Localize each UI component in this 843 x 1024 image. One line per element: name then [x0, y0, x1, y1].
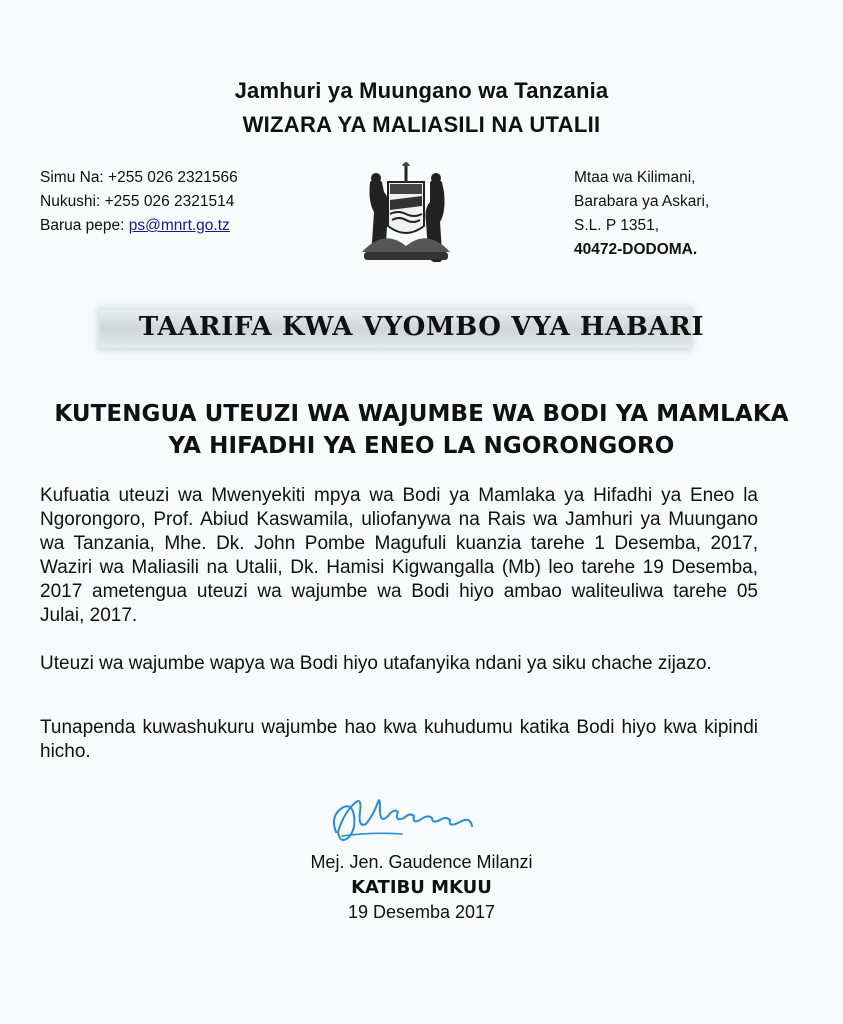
- phone-line: Simu Na: +255 026 2321566: [40, 169, 238, 186]
- republic-heading: Jamhuri ya Muungano wa Tanzania: [234, 78, 609, 103]
- email-line: [40, 214, 238, 238]
- city-line: 40472-DODOMA.: [574, 241, 698, 258]
- signatory-role: KATIBU MKUU: [351, 877, 492, 898]
- signature-date: 19 Desemba 2017: [347, 902, 496, 922]
- body-paragraph-1: Kufuatia uteuzi wa Mwenyekiti mpya wa Bodi ya Mamlaka ya Hifadhi ya Eneo la Ngorongoro, Prof. Abiud Kaswamila, uliofanywa na Rais wa Jamhuri ya Muungano wa Tanzania, Mhe. Dk. John Pombe Magufuli kuanzia tarehe 1 Desemba, 2017, Waziri wa Maliasili na Utalii, Dk. Hamisi Kigwangalla (Mb) leo tarehe 19 Desemba, 2017 ametengua uteuzi wa wajumbe wa Bodi hiyo ambao waliteuliwa tarehe 05 Julai, 2017.: [40, 485, 758, 626]
- road-line: Barabara ya Askari,: [574, 193, 710, 210]
- ministry-heading: WIZARA YA MALIASILI NA UTALII: [242, 112, 601, 137]
- body-paragraph-3: Tunapenda kuwashukuru wajumbe hao kwa kuhudumu katika Bodi hiyo kwa kipindi hicho.: [40, 717, 758, 762]
- street-line: Mtaa wa Kilimani,: [574, 169, 696, 186]
- document-title: [20, 398, 823, 462]
- contact-block-right: [574, 166, 709, 262]
- title-line-1: KUTENGUA UTEUZI WA WAJUMBE WA BODI YA MAMLAKA: [54, 401, 789, 427]
- email-link[interactable]: ps@mnrt.go.tz: [128, 217, 230, 234]
- title-line-2: YA HIFADHI YA ENEO LA NGORONGORO: [168, 433, 675, 459]
- contact-block-left: [40, 166, 238, 238]
- po-box-line: S.L. P 1351,: [574, 217, 660, 234]
- signatory-name: Mej. Jen. Gaudence Milanzi: [310, 852, 533, 872]
- email-label: Barua pepe:: [40, 217, 129, 234]
- fax-line: Nukushi: +255 026 2321514: [40, 193, 235, 210]
- body-paragraph-2: Uteuzi wa wajumbe wapya wa Bodi hiyo utafanyika ndani ya siku chache zijazo.: [40, 653, 712, 674]
- press-banner-title: TAARIFA KWA VYOMBO VYA HABARI: [138, 312, 705, 342]
- coat-of-arms-icon: [356, 160, 456, 266]
- signature-icon: [322, 792, 502, 852]
